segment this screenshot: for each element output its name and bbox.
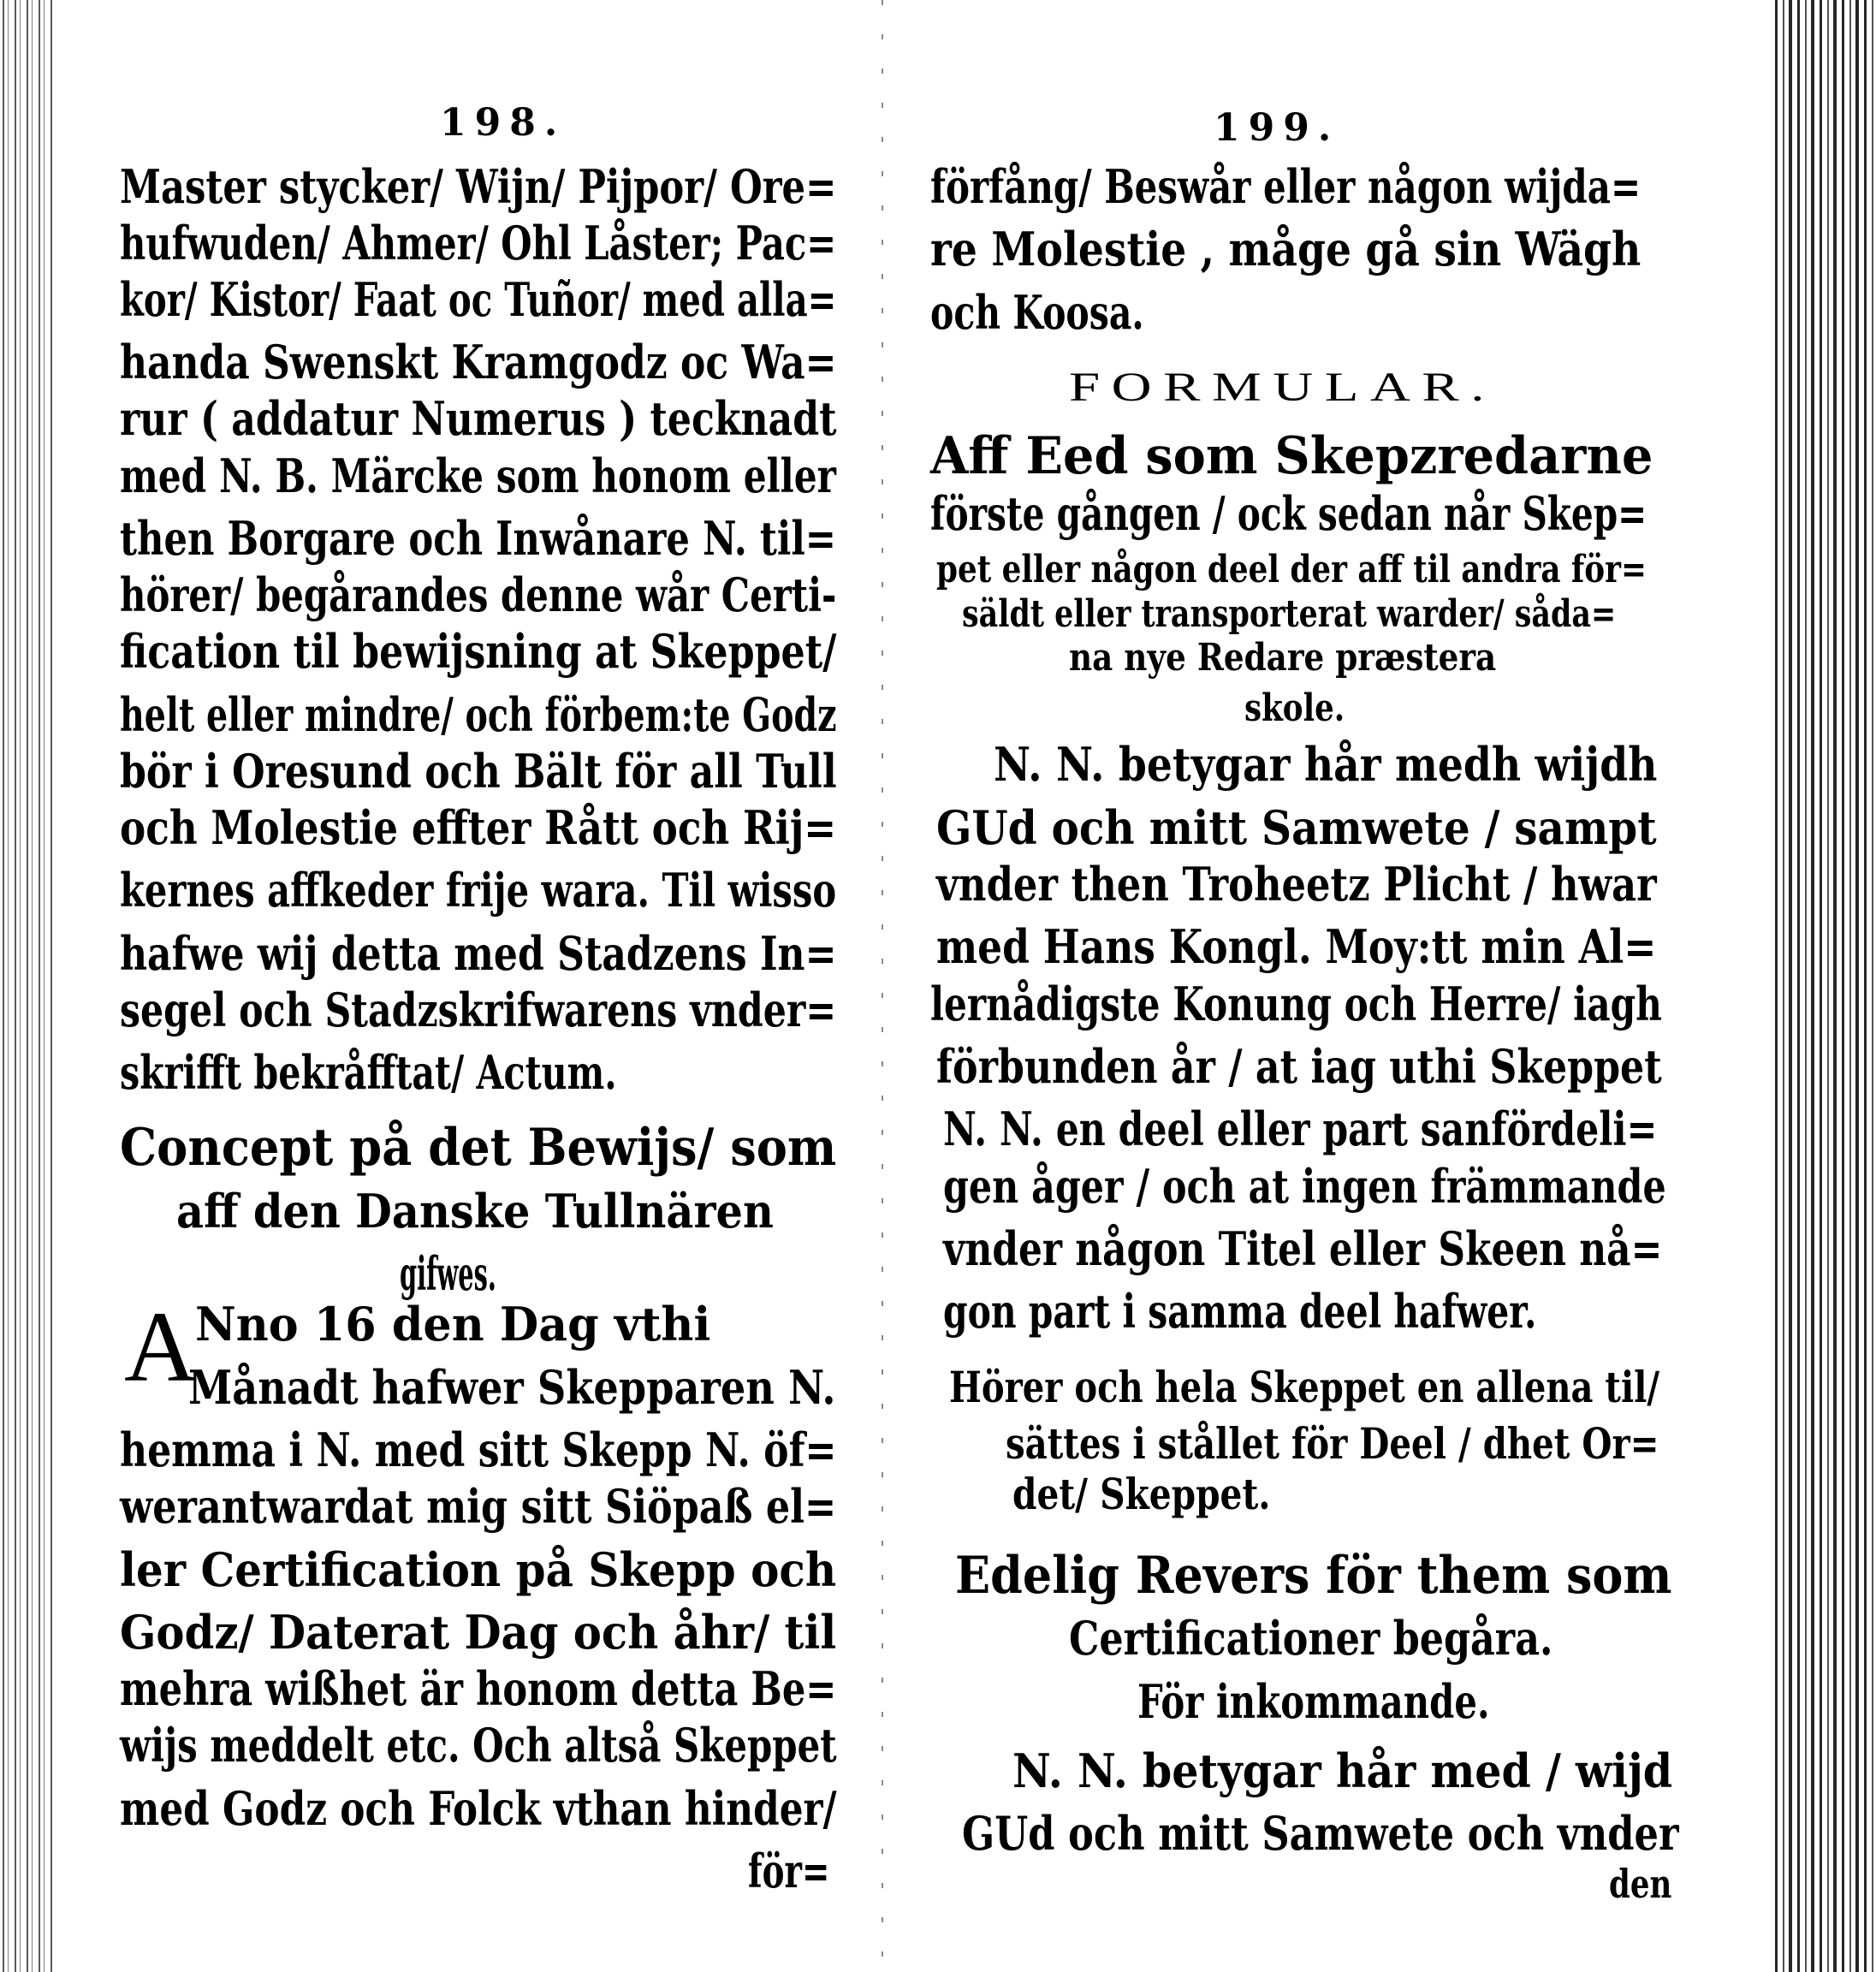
text-line: förbunden år / at iag uthi Skeppet: [936, 1038, 1663, 1094]
text-line: Hörer och hela Skeppet en allena til/: [949, 1361, 1660, 1412]
text-line: werantwardat mig sitt Siöpaß el=: [119, 1479, 836, 1535]
text-line: GUd och mitt Samwete / sampt: [936, 799, 1658, 855]
text-line: skrifft bekråfftat/ Actum.: [119, 1045, 617, 1101]
text-line: hufwuden/ Ahmer/ Ohl Låster; Pac=: [119, 215, 836, 270]
text-line: vnder then Troheetz Plicht / hwar: [936, 856, 1658, 912]
page-number: 198.: [440, 101, 567, 145]
text-line: det/ Skeppet.: [1012, 1468, 1270, 1519]
text-line: helt eller mindre/ och förbem:te Godz: [119, 686, 837, 742]
text-line: N. N. en deel eller part sanfördeli=: [942, 1102, 1658, 1157]
text-line: vnder någon Titel eller Skeen nå=: [942, 1221, 1663, 1276]
text-line: med Hans Kongl. Moy:tt min Al=: [936, 919, 1657, 975]
text-line: handa Swenskt Kramgodz oc Wa=: [119, 335, 836, 390]
book-edge-right: [1770, 0, 1876, 1972]
text-line: den: [1609, 1861, 1672, 1908]
text-line: lernådigste Konung och Herre/ iagh: [930, 976, 1662, 1031]
text-line: Månadt hafwer Skepparen N.: [188, 1359, 836, 1415]
text-line: säldt eller transporterat warder/ såda=: [961, 591, 1616, 636]
text-line: och Koosa.: [930, 284, 1144, 340]
text-line: Master stycker/ Wijn/ Pijpor/ Ore=: [119, 158, 836, 214]
text-line: och Molestie effter Rått och Rij=: [119, 799, 836, 855]
text-line: förfång/ Beswår eller någon wijda=: [930, 158, 1642, 214]
text-line: aff den Danske Tullnären: [175, 1183, 774, 1238]
text-line: för=: [748, 1844, 830, 1899]
text-line: re Molestie , måge gå sin Wägh: [930, 222, 1642, 277]
text-line: na nye Redare præstera: [1068, 636, 1496, 680]
text-line: Concept på det Bewijs/ som: [119, 1118, 836, 1179]
book-edge-left: [0, 0, 53, 1972]
page-number: 199.: [1214, 106, 1340, 150]
text-line: Certificationer begåra.: [1068, 1611, 1553, 1666]
text-line: wijs meddelt etc. Och altså Skeppet: [119, 1718, 837, 1773]
text-line: gon part i samma deel hafwer.: [942, 1284, 1537, 1339]
text-line: med N. B. Märcke som honom eller: [119, 448, 836, 503]
text-line: Nno 16 den Dag vthi: [194, 1297, 711, 1352]
text-line: gifwes.: [400, 1246, 497, 1302]
text-line: rur ( addatur Numerus ) tecknadt: [119, 391, 837, 447]
text-line: GUd och mitt Samwete och vnder: [961, 1806, 1679, 1862]
book-gutter: [882, 0, 883, 1972]
text-line: kernes affkeder frije wara. Til wisso: [119, 863, 836, 918]
text-line: kor/ Kistor/ Faat oc Tuñor/ med alla=: [119, 271, 836, 327]
drop-cap: A: [124, 1291, 198, 1403]
text-line: Edelig Revers för them som: [955, 1545, 1672, 1606]
text-line: ler Certification på Skepp och: [119, 1541, 836, 1597]
section-heading: FORMULAR.: [1068, 364, 1496, 410]
text-line: bör i Oresund och Bält för all Tull: [119, 743, 837, 799]
text-line: förste gången / ock sedan når Skep=: [930, 485, 1647, 541]
text-line: Aff Eed som Skepzredarne: [930, 426, 1653, 487]
text-line: N. N. betygar hår med / wijd: [1012, 1743, 1672, 1798]
text-line: med Godz och Folck vthan hinder/: [119, 1780, 837, 1836]
text-line: För inkommande.: [1137, 1673, 1490, 1729]
text-line: Godz/ Daterat Dag och åhr/ til: [119, 1605, 836, 1660]
text-line: segel och Stadzskrifwarens vnder=: [119, 982, 836, 1037]
text-line: N. N. betygar hår medh wijdh: [993, 737, 1657, 793]
text-line: gen åger / och at ingen främmande: [942, 1158, 1666, 1214]
text-line: skole.: [1244, 686, 1345, 730]
text-line: hemma i N. med sitt Skepp N. öf=: [119, 1422, 837, 1477]
text-line: fication til bewijsning at Skeppet/: [119, 624, 836, 680]
text-line: then Borgare och Inwånare N. til=: [119, 510, 836, 566]
text-line: mehra wißhet är honom detta Be=: [119, 1661, 837, 1717]
text-line: hörer/ begårandes denne wår Certi-: [119, 567, 836, 623]
text-line: sättes i stållet för Deel / dhet Or=: [1006, 1417, 1659, 1469]
text-line: pet eller någon deel der aff til andra för=: [936, 548, 1647, 592]
text-line: hafwe wij detta med Stadzens In=: [119, 925, 837, 981]
